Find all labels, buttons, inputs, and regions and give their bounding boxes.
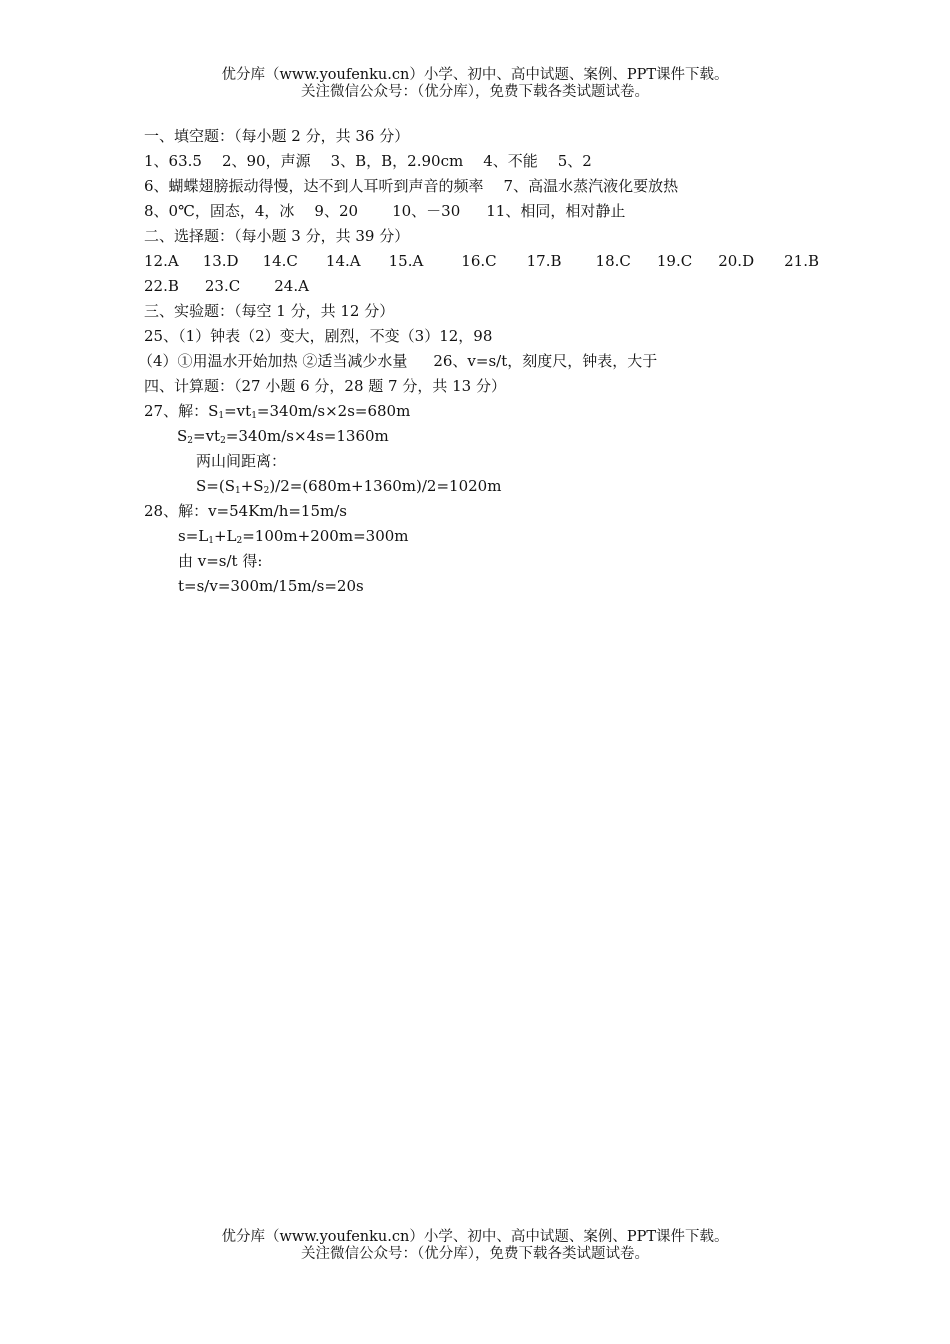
choice-12: 12.A <box>144 252 179 270</box>
answer-6: 6、蝴蝶翅膀振动得慢，达不到人耳听到声音的频率 <box>144 177 484 195</box>
answer-8: 8、0℃，固态，4，冰 <box>144 202 295 220</box>
section3-title: 三、实验题：（每空 1 分，共 12 分） <box>144 302 395 320</box>
answer-key <box>138 124 844 599</box>
choice-15: 15.A <box>388 252 424 270</box>
q28-line3: 由 v=s/t 得: <box>178 552 263 570</box>
answer-9: 9、20 <box>314 202 359 220</box>
page-footer <box>0 1229 950 1263</box>
section2-row1 <box>144 249 844 274</box>
answer-11: 11、相同，相对静止 <box>486 202 626 220</box>
q28-line2: $s=L_1+L_2=100m+200m=300m$ <box>178 527 409 546</box>
answer-3: 3、B，B，2.90cm <box>330 152 464 170</box>
choice-18: 18.C <box>595 252 631 270</box>
choice-23: 23.C <box>204 277 241 295</box>
header-line-1: 优分库（www.youfenku.cn）小学、初中、高中试题、案例、PPT课件下载。 <box>221 67 729 83</box>
section2-title: 二、选择题：（每小题 3 分，共 39 分） <box>144 227 410 245</box>
footer-line-1: 优分库（www.youfenku.cn）小学、初中、高中试题、案例、PPT课件下载。 <box>221 1229 729 1245</box>
choice-14: 14.C <box>262 252 298 270</box>
section1-row3 <box>144 199 844 224</box>
choice-20: 20.D <box>718 252 755 270</box>
q27-line3: 两山间距离： <box>196 452 287 470</box>
q28-line1: 28、解：v=54Km/h=15m/s <box>144 502 347 520</box>
answer-4: 4、不能 <box>483 152 538 170</box>
answer-5: 5、2 <box>557 152 592 170</box>
section2-row2 <box>144 274 844 299</box>
footer-line-2: 关注微信公众号：（优分库），免费下载各类试题试卷。 <box>301 1246 649 1262</box>
answer-25: 25、（1）钟表（2）变大，剧烈，不变（3）12，98 <box>144 327 493 345</box>
choice-16: 16.C <box>461 252 497 270</box>
answer-25-part4: （4）①用温水开始加热 ②适当减少水量 <box>138 352 408 370</box>
answer-26: 26、v=s/t，刻度尺，钟表，大于 <box>433 352 658 370</box>
answer-1: 1、63.5 <box>144 152 202 170</box>
section4-title: 四、计算题：（27 小题 6 分，28 题 7 分，共 13 分） <box>144 377 506 395</box>
q27-line2: $S_2=vt_2=340m/s\times 4s=1360m$ <box>177 427 389 446</box>
header-line-2: 关注微信公众号：（优分库），免费下载各类试题试卷。 <box>301 84 649 100</box>
answer-10: 10、－30 <box>392 202 461 220</box>
choice-13: 13.D <box>202 252 239 270</box>
section1-row2 <box>144 174 844 199</box>
q27-line4: $S=(S_1+S_2)/2=(680m+1360m)/2=1020m$ <box>196 477 502 496</box>
answer-7: 7、高温水蒸汽液化要放热 <box>503 177 679 195</box>
q27-line1: 27、解：$S_1=vt_1=340m/s\times 2s=680m$ <box>144 402 411 421</box>
page-header <box>0 67 950 101</box>
section1-row1 <box>144 149 844 174</box>
section1-title: 一、填空题：（每小题 2 分，共 36 分） <box>144 127 410 145</box>
answer-2: 2、90，声源 <box>221 152 311 170</box>
choice-14b: 14.A <box>325 252 361 270</box>
section3-row2 <box>138 349 844 374</box>
choice-17: 17.B <box>526 252 562 270</box>
choice-22: 22.B <box>144 277 179 295</box>
choice-21: 21.B <box>784 252 819 270</box>
q28-line4: t=s/v=300m/15m/s=20s <box>178 577 364 595</box>
choice-19: 19.C <box>656 252 693 270</box>
choice-24: 24.A <box>274 277 309 295</box>
